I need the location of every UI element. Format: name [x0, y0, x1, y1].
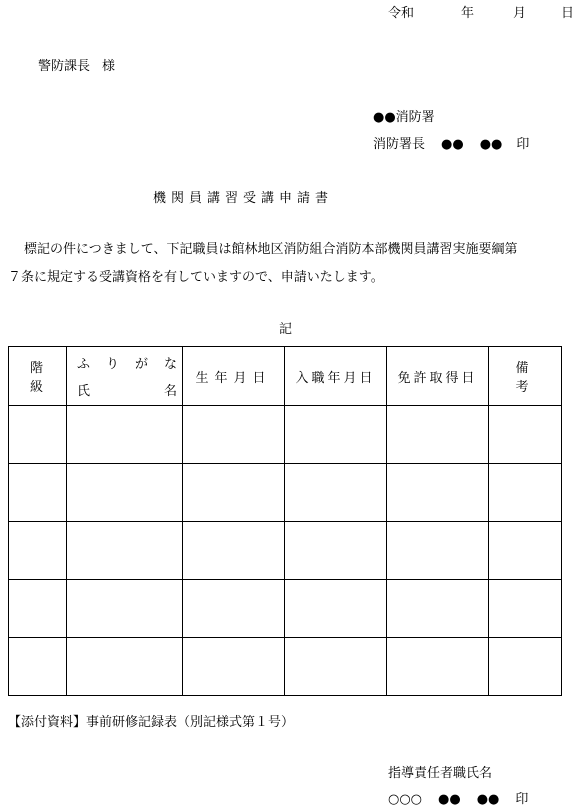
header-furigana: [77, 353, 177, 372]
ki-label: 記: [279, 322, 293, 337]
furigana-char: ふ: [77, 357, 91, 372]
cell-remarks[interactable]: [489, 522, 562, 580]
cell-license-date[interactable]: [387, 580, 489, 638]
document-title: [0, 187, 586, 206]
sender-chief: [373, 133, 529, 152]
table-header-row: [9, 347, 562, 406]
header-rank: 階級: [9, 347, 67, 406]
date-year: 年: [460, 6, 474, 21]
instructor-name-3: ●●: [476, 792, 500, 807]
header-remarks: 備考: [489, 347, 562, 406]
header-shimei: [77, 380, 177, 399]
cell-rank[interactable]: [9, 464, 67, 522]
date-month: 月: [512, 6, 526, 21]
cell-hire-date[interactable]: [285, 522, 387, 580]
recipient: [38, 55, 115, 74]
sender-name-1: ●●: [441, 137, 464, 152]
cell-birthdate[interactable]: [183, 464, 285, 522]
instructor-name: [388, 788, 528, 807]
header-license-date: 免許取得日: [387, 347, 489, 406]
header-birthdate: 生年月日: [183, 347, 285, 406]
instructor-seal: 印: [515, 792, 529, 807]
body-line-2: ７条に規定する受講資格を有していますので、申請いたします。: [8, 270, 384, 285]
cell-license-date[interactable]: [387, 522, 489, 580]
cell-hire-date[interactable]: [285, 464, 387, 522]
cell-hire-date[interactable]: [285, 406, 387, 464]
cell-name[interactable]: [67, 580, 183, 638]
cell-license-date[interactable]: [387, 464, 489, 522]
instructor-name-2: ●●: [438, 792, 461, 807]
cell-name[interactable]: [67, 464, 183, 522]
date-day: 日: [560, 6, 574, 21]
header-hire-date: 入職年月日: [285, 347, 387, 406]
sender-station: ●●消防署: [373, 110, 435, 125]
cell-remarks[interactable]: [489, 464, 562, 522]
table-row: [9, 522, 562, 580]
cell-birthdate[interactable]: [183, 406, 285, 464]
body-line-1: 標記の件につきまして、下記職員は館林地区消防組合消防本部機関員講習実施要綱第: [24, 242, 518, 257]
cell-remarks[interactable]: [489, 406, 562, 464]
cell-remarks[interactable]: [489, 638, 562, 696]
body-paragraph: [8, 236, 583, 292]
furigana-char: な: [163, 357, 177, 372]
sender-name-2: ●●: [479, 137, 503, 152]
sender-title: 消防署長: [373, 137, 426, 152]
attachment-note: 【添付資料】事前研修記録表（別記様式第１号）: [8, 715, 295, 730]
cell-name[interactable]: [67, 522, 183, 580]
application-date: [388, 2, 574, 21]
cell-birthdate[interactable]: [183, 580, 285, 638]
recipient-name: 警防課長: [38, 59, 91, 74]
cell-name[interactable]: [67, 638, 183, 696]
cell-rank[interactable]: [9, 638, 67, 696]
header-name: [67, 347, 183, 406]
cell-name[interactable]: [67, 406, 183, 464]
cell-birthdate[interactable]: [183, 522, 285, 580]
table-row: [9, 464, 562, 522]
table-row: [9, 406, 562, 464]
table-row: [9, 638, 562, 696]
instructor-label: 指導責任者職氏名: [388, 766, 493, 781]
name-char: 名: [163, 384, 177, 399]
date-era: 令和: [388, 6, 415, 21]
cell-birthdate[interactable]: [183, 638, 285, 696]
cell-hire-date[interactable]: [285, 638, 387, 696]
instructor-name-1: ○○○: [388, 792, 423, 807]
table-row: [9, 580, 562, 638]
cell-license-date[interactable]: [387, 638, 489, 696]
furigana-char: り: [105, 357, 119, 372]
cell-hire-date[interactable]: [285, 580, 387, 638]
applicant-table: [8, 346, 562, 696]
furigana-char: が: [134, 357, 148, 372]
cell-rank[interactable]: [9, 406, 67, 464]
name-char: 氏: [77, 384, 91, 399]
document-title-text: 機関員講習受講申請書: [152, 191, 333, 206]
cell-rank[interactable]: [9, 522, 67, 580]
cell-remarks[interactable]: [489, 580, 562, 638]
sender-seal: 印: [516, 137, 530, 152]
cell-license-date[interactable]: [387, 406, 489, 464]
recipient-honorific: 様: [102, 59, 116, 74]
cell-rank[interactable]: [9, 580, 67, 638]
